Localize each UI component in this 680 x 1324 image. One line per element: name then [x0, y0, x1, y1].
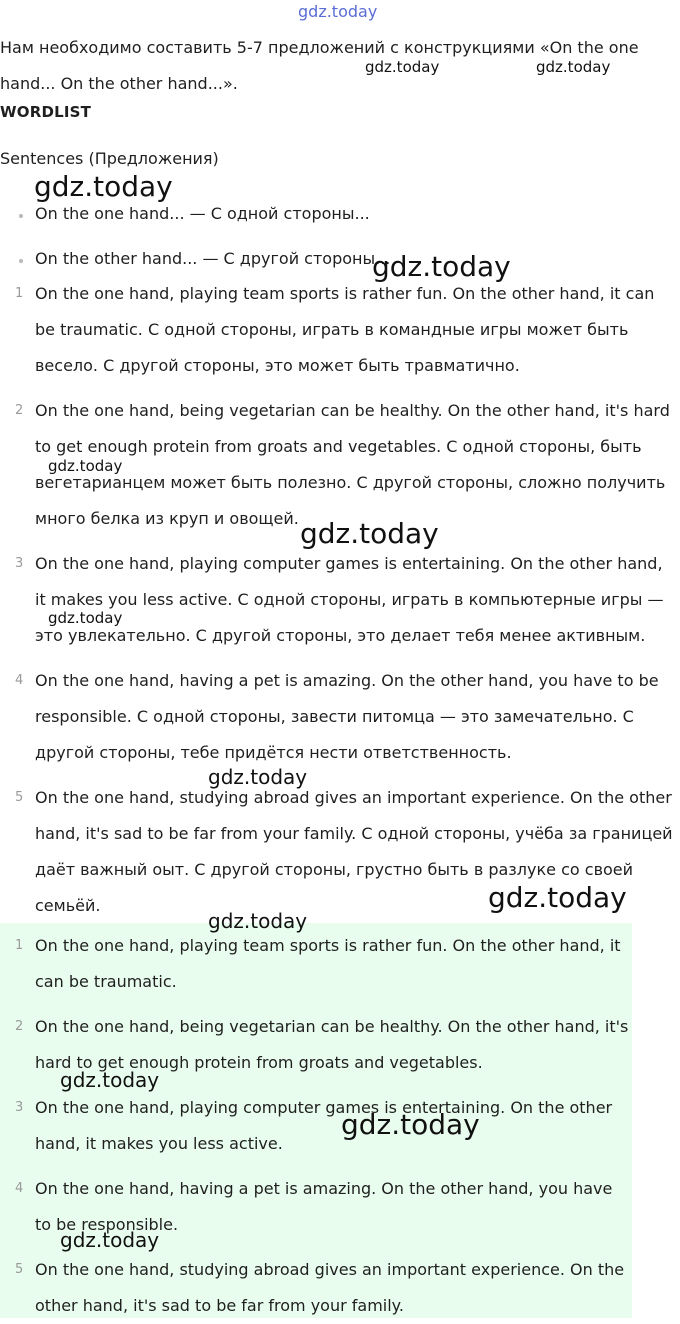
item-text: On the one hand, being vegetarian can be healthy. On the other hand, it's hard to get enough protein from groats and vegetables. С одной стороны, быть вегетарианцем может быть полезно. С другой стороны, сложно получить много белка из круп и овощей. [35, 401, 670, 528]
list-item [0, 780, 675, 924]
item-number: 4 [15, 673, 24, 688]
watermark: gdz.today [48, 609, 123, 627]
watermark: gdz.today [365, 58, 440, 76]
watermark: gdz.today [60, 1068, 160, 1092]
watermark: gdz.today [208, 909, 308, 933]
item-number: 1 [15, 286, 24, 301]
item-number: 5 [15, 790, 24, 805]
item-number: 5 [15, 1262, 24, 1277]
item-text: On the one hand, having a pet is amazing. On the other hand, you have to be responsible. [35, 1179, 613, 1234]
wordlist-heading: WORDLIST [0, 103, 92, 121]
item-number: 3 [15, 1100, 24, 1115]
list-item [0, 276, 675, 384]
watermark: gdz.today [298, 2, 378, 21]
sentences-heading: Sentences (Предложения) [0, 149, 219, 168]
item-text: On the one hand, playing team sports is rather fun. On the other hand, it can be traumatic. [35, 936, 621, 991]
item-text: On the one hand, being vegetarian can be healthy. On the other hand, it's hard to get enough protein from groats and vegetables. [35, 1017, 629, 1072]
item-text: On the one hand, playing computer games is entertaining. On the other hand, it makes you less active. С одной стороны, играть в компьютерные игры — это увлекательно. С другой стороны, это делает тебя менее активным. [35, 554, 664, 645]
wordlist-item-text: On the other hand... — С другой стороны... [35, 249, 391, 268]
wordlist-item-text: On the one hand... — С одной стороны... [35, 204, 370, 223]
watermark: gdz.today [536, 58, 611, 76]
watermark: gdz.today [341, 1108, 480, 1141]
list-item [0, 393, 675, 537]
item-number: 4 [15, 1181, 24, 1196]
item-number: 1 [15, 938, 24, 953]
watermark: gdz.today [372, 250, 511, 283]
item-text: On the one hand, studying abroad gives an important experience. On the other hand, it's sad to be far from your family. С одной стороны, учёба за границей даёт важный оыт. С другой стороны, грустно быть в разлуке со своей семьёй. [35, 788, 673, 915]
task-text: Нам необходимо составить 5-7 предложений с конструкциями «On the one hand... On the other hand...». [0, 38, 639, 93]
item-text: On the one hand, playing computer games is entertaining. On the other hand, it makes you less active. [35, 1098, 613, 1153]
watermark: gdz.today [48, 457, 123, 475]
watermark: gdz.today [208, 765, 308, 789]
list-item [0, 663, 675, 771]
examples-list [0, 276, 675, 924]
item-number: 2 [15, 1019, 24, 1034]
bullet-icon [19, 214, 23, 218]
bullet-icon [19, 259, 23, 263]
answer-box [0, 923, 632, 1318]
list-item [0, 1171, 630, 1243]
watermark: gdz.today [34, 170, 173, 203]
list-item [0, 1090, 630, 1162]
item-text: On the one hand, studying abroad gives an important experience. On the other hand, it's sad to be far from your family. [35, 1260, 625, 1315]
item-number: 2 [15, 403, 24, 418]
watermark: gdz.today [300, 517, 439, 550]
list-item [0, 546, 675, 654]
list-item [0, 1009, 630, 1081]
item-number: 3 [15, 556, 24, 571]
answers-list [0, 928, 630, 1324]
list-item [0, 928, 630, 1000]
item-text: On the one hand, having a pet is amazing. On the other hand, you have to be responsible. С одной стороны, завести питомца — это замечательно. С другой стороны, тебе придётся нести ответственность. [35, 671, 659, 762]
watermark: gdz.today [60, 1228, 160, 1252]
item-text: On the one hand, playing team sports is rather fun. On the other hand, it can be traumatic. С одной стороны, играть в командные игры может быть весело. С другой стороны, это может быть травматично. [35, 284, 655, 375]
watermark: gdz.today [488, 881, 627, 914]
list-item [0, 1252, 630, 1324]
